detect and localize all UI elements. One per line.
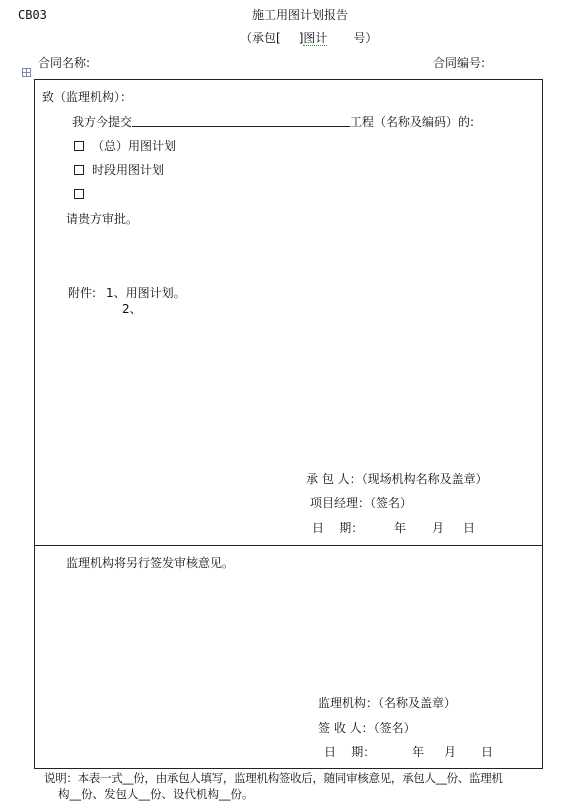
supervision-date-year: 年 bbox=[412, 745, 425, 759]
option-total-plan-label: （总）用图计划 bbox=[92, 139, 177, 153]
checkbox-period-plan[interactable] bbox=[74, 165, 84, 175]
contract-number-label: 合同编号: bbox=[433, 56, 486, 70]
addressee-line: 致（监理机构）： bbox=[42, 90, 133, 104]
contractor-date-day: 日 bbox=[463, 521, 476, 535]
supervision-date-month: 月 bbox=[444, 745, 457, 759]
table-move-handle-icon[interactable] bbox=[22, 68, 31, 77]
number-prefix: （承包[ bbox=[240, 31, 281, 45]
submission-line bbox=[72, 115, 474, 129]
table-divider bbox=[34, 545, 543, 546]
supervision-date-day: 日 bbox=[481, 745, 494, 759]
contractor-date-label: 日 期： bbox=[312, 521, 364, 535]
attachment-item-2: 2、 bbox=[122, 302, 142, 316]
form-table bbox=[34, 79, 543, 769]
footer-note-line-1: 说明：本表一式__份，由承包人填写，监理机构签收后，随同审核意见，承包人__份、监理机 bbox=[44, 771, 503, 785]
supervision-agency-line: 监理机构：（名称及盖章） bbox=[318, 696, 457, 710]
contractor-date-year: 年 bbox=[394, 521, 407, 535]
checkbox-other[interactable] bbox=[74, 189, 84, 199]
number-suffix: 号） bbox=[353, 31, 378, 45]
project-manager-line: 项目经理：（签名） bbox=[310, 496, 413, 510]
approval-request: 请贵方审批。 bbox=[66, 212, 139, 226]
contract-name-label: 合同名称: bbox=[38, 56, 91, 70]
submission-suffix: 工程（名称及编码）的: bbox=[350, 115, 475, 129]
project-name-blank[interactable] bbox=[132, 115, 350, 127]
supervision-opinion: 监理机构将另行签发审核意见。 bbox=[66, 556, 235, 570]
attachment-label: 附件: bbox=[68, 286, 97, 300]
checkbox-total-plan[interactable] bbox=[74, 141, 84, 151]
attachment-item-1: 1、用图计划。 bbox=[106, 286, 186, 300]
form-code: CB03 bbox=[18, 8, 47, 22]
submission-prefix: 我方今提交 bbox=[72, 115, 133, 129]
page-title: 施工用图计划报告 bbox=[252, 8, 349, 22]
option-other[interactable] bbox=[74, 187, 92, 201]
number-bracket: ] bbox=[298, 31, 304, 45]
number-word: 图计 bbox=[303, 31, 328, 45]
contractor-date-month: 月 bbox=[432, 521, 445, 535]
supervision-date-label: 日 期： bbox=[324, 745, 376, 759]
contractor-signature-line: 承 包 人：（现场机构名称及盖章） bbox=[306, 472, 488, 486]
receiver-line: 签 收 人：（签名） bbox=[318, 721, 416, 735]
form-number-line bbox=[240, 31, 377, 45]
option-period-plan-label: 时段用图计划 bbox=[92, 163, 165, 177]
option-total-plan[interactable] bbox=[74, 139, 176, 153]
footer-note-line-2: 构__份、发包人__份、设代机构__份。 bbox=[58, 787, 254, 801]
option-period-plan[interactable] bbox=[74, 163, 164, 177]
